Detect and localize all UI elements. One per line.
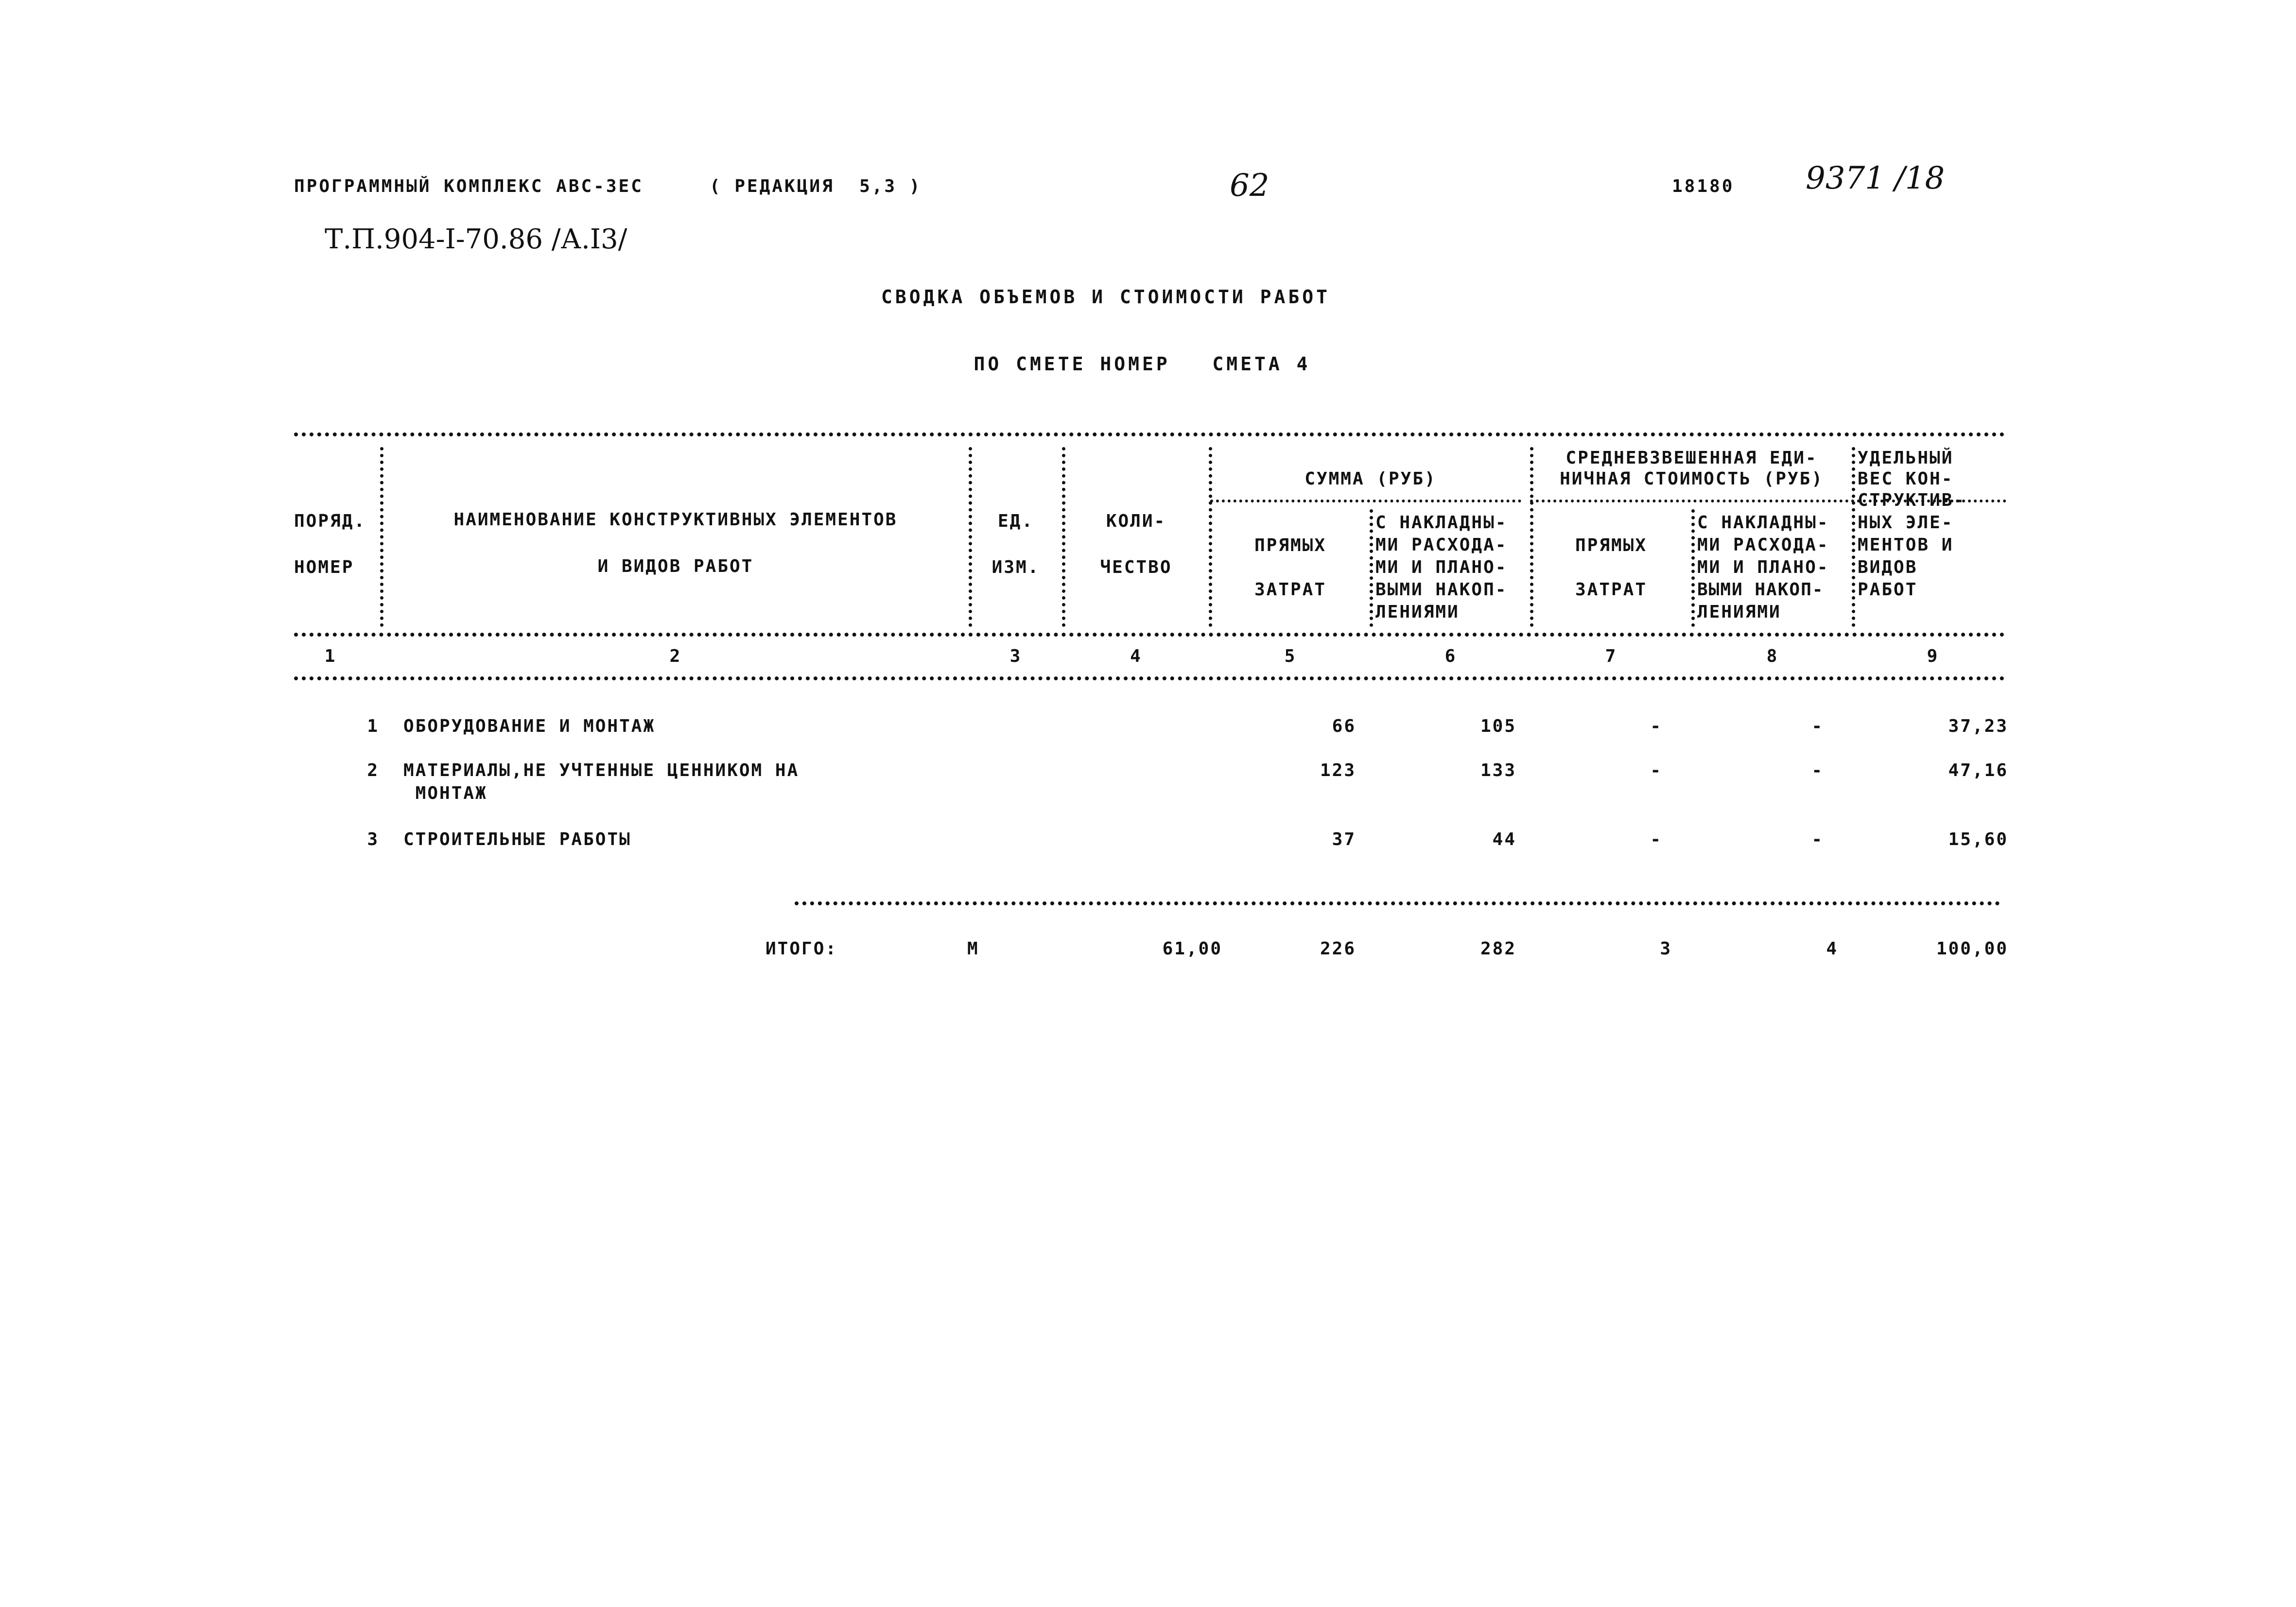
row-number: 2 xyxy=(367,760,379,780)
header-sum-overhead-l4: ВЫМИ НАКОП- xyxy=(1375,580,1508,600)
column-number: 6 xyxy=(1444,646,1457,666)
header-col2-line2: И ВИДОВ РАБОТ xyxy=(597,556,754,576)
column-number: 1 xyxy=(324,646,337,666)
total-unit: М xyxy=(967,939,979,959)
header-avg-overhead-l4: ВЫМИ НАКОП- xyxy=(1697,580,1824,600)
header-col4-line1: КОЛИ- xyxy=(1106,511,1166,531)
row-sum-direct: 66 xyxy=(1332,716,1356,736)
total-rule xyxy=(795,901,2000,905)
document-code: 18180 xyxy=(1672,176,1735,196)
row-sum-direct: 37 xyxy=(1332,829,1356,849)
col-separator xyxy=(1530,447,1533,627)
col-separator xyxy=(1691,509,1695,627)
row-avg-overhead: - xyxy=(1811,760,1824,780)
header-avg-direct-line2: ЗАТРАТ xyxy=(1575,580,1648,600)
header-sum-overhead-l3: МИ И ПЛАНО- xyxy=(1375,557,1508,577)
row-avg-direct: - xyxy=(1650,760,1662,780)
header-sum-overhead-l1: С НАКЛАДНЫ- xyxy=(1375,513,1508,533)
total-weight: 100,00 xyxy=(1936,939,2008,959)
row-weight: 37,23 xyxy=(1948,716,2008,736)
header-col9-l7: РАБОТ xyxy=(1858,580,1918,600)
handwritten-number: 9371 /18 xyxy=(1806,160,1945,196)
total-avg-overhead: 4 xyxy=(1826,939,1838,959)
header-col2-line1: НАИМЕНОВАНИЕ КОНСТРУКТИВНЫХ ЭЛЕМЕНТОВ xyxy=(453,510,898,530)
col-separator xyxy=(1852,447,1855,627)
numbers-bottom-rule xyxy=(294,676,2005,680)
total-sum-direct: 226 xyxy=(1320,939,1356,959)
total-quantity: 61,00 xyxy=(1162,939,1222,959)
row-weight: 15,60 xyxy=(1948,829,2008,849)
table-top-rule xyxy=(294,432,2005,436)
total-sum-overhead: 282 xyxy=(1480,939,1516,959)
row-sum-overhead: 105 xyxy=(1480,716,1516,736)
column-number: 8 xyxy=(1766,646,1779,666)
header-col3-line1: ЕД. xyxy=(997,511,1034,531)
row-weight: 47,16 xyxy=(1948,760,2008,780)
program-name: ПРОГРАММНЫЙ КОМПЛЕКС АВС-3ЕС xyxy=(294,176,644,196)
row-name: МАТЕРИАЛЫ,НЕ УЧТЕННЫЕ ЦЕННИКОМ НА xyxy=(403,760,800,780)
row-sum-direct: 123 xyxy=(1320,760,1356,780)
program-edition: ( РЕДАКЦИЯ 5,3 ) xyxy=(710,176,922,196)
page-subtitle: ПО СМЕТЕ НОМЕР СМЕТА 4 xyxy=(974,353,1311,375)
column-number: 3 xyxy=(1009,646,1022,666)
header-sum-overhead-l5: ЛЕНИЯМИ xyxy=(1375,602,1460,622)
header-sum-direct-line1: ПРЯМЫХ xyxy=(1254,536,1327,555)
header-avg-direct-line1: ПРЯМЫХ xyxy=(1575,536,1648,555)
col-separator xyxy=(1062,447,1065,627)
total-label: ИТОГО: xyxy=(765,939,838,959)
header-col3-line2: ИЗМ. xyxy=(991,557,1040,577)
column-number: 4 xyxy=(1130,646,1142,666)
header-sum-overhead-l2: МИ РАСХОДА- xyxy=(1375,535,1508,555)
page-number: 62 xyxy=(1230,168,1270,204)
col-separator xyxy=(1209,447,1212,627)
row-number: 1 xyxy=(367,716,379,736)
header-avg-overhead-l3: МИ И ПЛАНО- xyxy=(1697,557,1829,577)
header-sum-group: СУММА (РУБ) xyxy=(1305,469,1437,489)
column-number: 7 xyxy=(1605,646,1618,666)
header-sum-direct-line2: ЗАТРАТ xyxy=(1254,580,1327,600)
header-col1-line1: ПОРЯД. xyxy=(294,511,366,531)
row-name: СТРОИТЕЛЬНЫЕ РАБОТЫ xyxy=(403,829,631,849)
col-separator xyxy=(1370,509,1373,627)
row-avg-direct: - xyxy=(1650,716,1662,736)
row-avg-direct: - xyxy=(1650,829,1662,849)
column-number: 2 xyxy=(669,646,682,666)
row-name: ОБОРУДОВАНИЕ И МОНТАЖ xyxy=(403,716,656,736)
row-name-continued: МОНТАЖ xyxy=(403,783,487,803)
sum-group-rule xyxy=(1210,500,1521,502)
col-separator xyxy=(969,447,972,627)
header-avg-overhead-l1: С НАКЛАДНЫ- xyxy=(1697,513,1829,533)
header-col9-l3: СТРУКТИВ- xyxy=(1858,490,1966,510)
header-avg-group-line2: НИЧНАЯ СТОИМОСТЬ (РУБ) xyxy=(1560,469,1824,489)
header-col9-l4: НЫХ ЭЛЕ- xyxy=(1858,513,1954,533)
header-col9-l2: ВЕС КОН- xyxy=(1858,469,1954,489)
header-col9-l6: ВИДОВ xyxy=(1858,557,1918,577)
doc-reference: Т.П.904-I-70.86 /А.I3/ xyxy=(325,224,627,255)
header-avg-group-line1: СРЕДНЕВЗВЕШЕННАЯ ЕДИ- xyxy=(1565,448,1818,468)
row-sum-overhead: 133 xyxy=(1480,760,1516,780)
header-col1-line2: НОМЕР xyxy=(294,557,354,577)
header-col9-l1: УДЕЛЬНЫЙ xyxy=(1858,448,1954,468)
header-avg-overhead-l5: ЛЕНИЯМИ xyxy=(1697,602,1781,622)
page-title: СВОДКА ОБЪЕМОВ И СТОИМОСТИ РАБОТ xyxy=(881,286,1331,308)
header-col9-l5: МЕНТОВ И xyxy=(1858,535,1954,555)
col-separator xyxy=(380,447,383,627)
row-number: 3 xyxy=(367,829,379,849)
column-number: 5 xyxy=(1284,646,1297,666)
header-col4-line2: ЧЕСТВО xyxy=(1100,557,1172,577)
column-number: 9 xyxy=(1927,646,1939,666)
row-avg-overhead: - xyxy=(1811,829,1824,849)
row-sum-overhead: 44 xyxy=(1492,829,1516,849)
total-avg-direct: 3 xyxy=(1660,939,1672,959)
header-bottom-rule xyxy=(294,633,2005,637)
row-avg-overhead: - xyxy=(1811,716,1824,736)
header-avg-overhead-l2: МИ РАСХОДА- xyxy=(1697,535,1829,555)
